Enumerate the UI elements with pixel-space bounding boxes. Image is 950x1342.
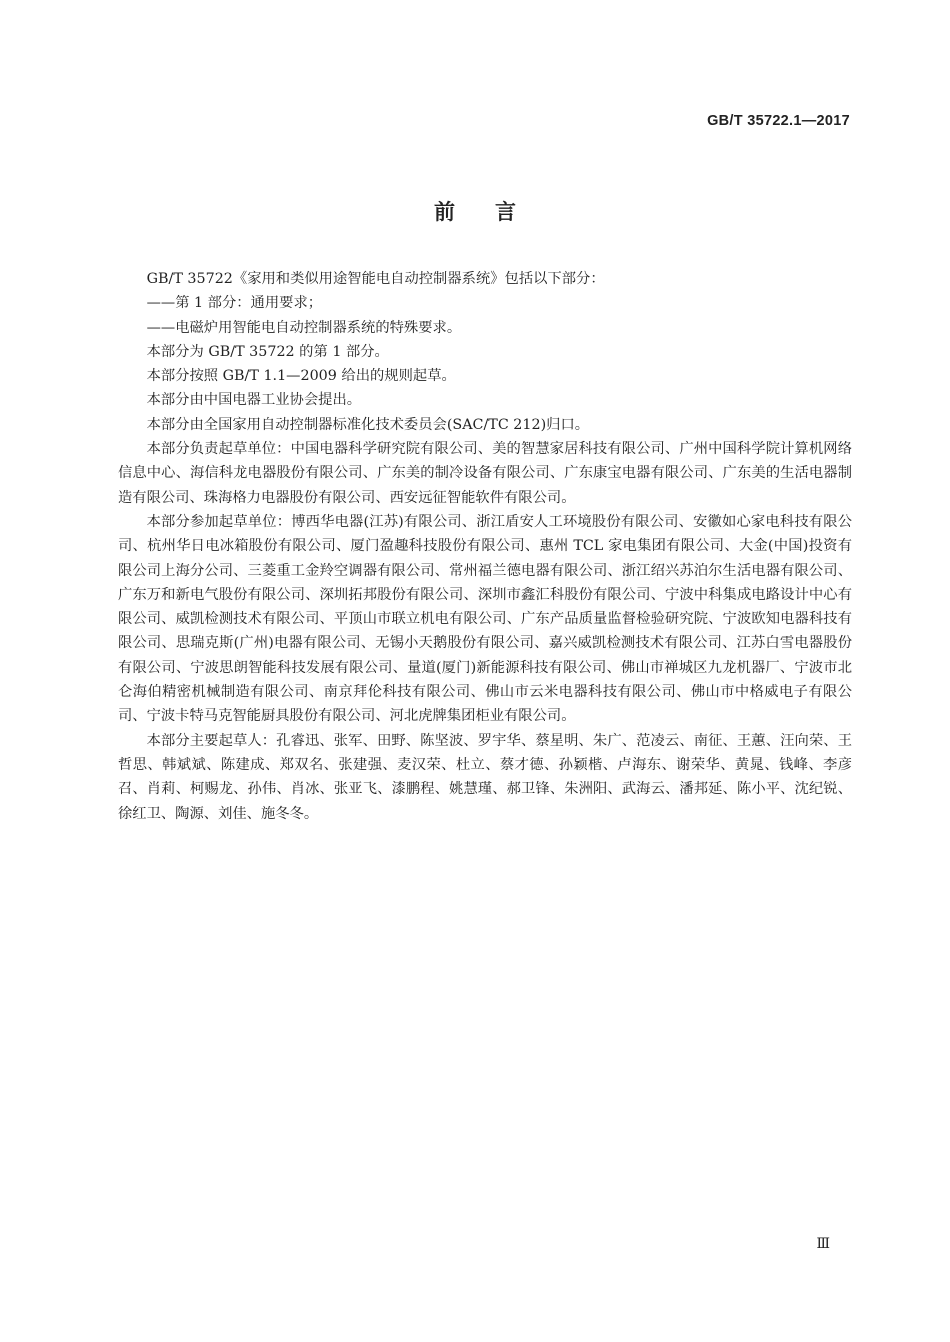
page-number: Ⅲ: [816, 1237, 830, 1252]
page-title: [0, 196, 950, 226]
paragraph-committee: 本部分由全国家用自动控制器标准化技术委员会(SAC/TC 212)归口。: [146, 416, 590, 433]
page-title-char-1: 前: [434, 200, 455, 224]
paragraph-main-drafters: 本部分主要起草人：孔睿迅、张军、田野、陈坚波、罗宇华、蔡星明、朱广、范凌云、南征、王蕙、汪向荣、王哲思、韩斌斌、陈建成、郑双名、张建强、麦汉荣、杜立、蔡才德、孙颖楷、卢海东、谢荣华、黄晁、钱峰、李彦召、肖莉、柯赐龙、孙伟、肖冰、张亚飞、漆鹏程、姚慧瑾、郝卫锋、朱洲阳、武海云、潘邦延、陈小平、沈纪锐、徐红卫、陶源、刘佳、施冬冬。: [118, 732, 852, 822]
paragraph-proposer: 本部分由中国电器工业协会提出。: [146, 392, 362, 409]
paragraph-part-statement: 本部分为 GB/T 35722 的第 1 部分。: [146, 343, 389, 360]
standard-code: GB/T 35722.1—2017: [707, 113, 850, 129]
paragraph-drafting-rules: 本部分按照 GB/T 1.1—2009 给出的规则起草。: [146, 368, 456, 385]
paragraph-part-induction: ——电磁炉用智能电自动控制器系统的特殊要求。: [146, 319, 462, 336]
paragraph-lead-drafters: 本部分负责起草单位：中国电器科学研究院有限公司、美的智慧家居科技有限公司、广州中国科学院计算机网络信息中心、海信科龙电器股份有限公司、广东美的制冷设备有限公司、广东康宝电器有限公司、广东美的生活电器制造有限公司、珠海格力电器股份有限公司、西安远征智能软件有限公司。: [118, 441, 852, 506]
foreword-body: [118, 267, 852, 826]
page-title-char-2: 言: [495, 200, 516, 224]
paragraph-series-intro: GB/T 35722《家用和类似用途智能电自动控制器系统》包括以下部分：: [146, 271, 605, 287]
paragraph-part-1: ——第 1 部分：通用要求；: [146, 295, 323, 312]
paragraph-participating-drafters: 本部分参加起草单位：博西华电器(江苏)有限公司、浙江盾安人工环境股份有限公司、安徽如心家电科技有限公司、杭州华日电冰箱股份有限公司、厦门盈趣科技股份有限公司、惠州 TCL 家电集团有限公司、大金(中国)投资有限公司上海分公司、三菱重工金羚空调器有限公司、常州福兰德电器有限公司、浙江绍兴苏泊尔生活电器有限公司、广东万和新电气股份有限公司、深圳拓邦股份有限公司、深圳市鑫汇科股份有限公司、宁波中科集成电路设计中心有限公司、威凯检测技术有限公司、平顶山市联立机电有限公司、广东产品质量监督检验研究院、宁波欧知电器科技有限公司、思瑞克斯(广州)电器有限公司、无锡小天鹅股份有限公司、嘉兴威凯检测技术有限公司、江苏白雪电器股份有限公司、宁波思朗智能科技发展有限公司、量道(厦门)新能源科技有限公司、佛山市禅城区九龙机器厂、宁波市北仑海伯精密机械制造有限公司、南京拜伦科技有限公司、佛山市云米电器科技有限公司、佛山市中格威电子有限公司、宁波卡特马克智能厨具股份有限公司、河北虎牌集团柜业有限公司。: [118, 513, 852, 725]
